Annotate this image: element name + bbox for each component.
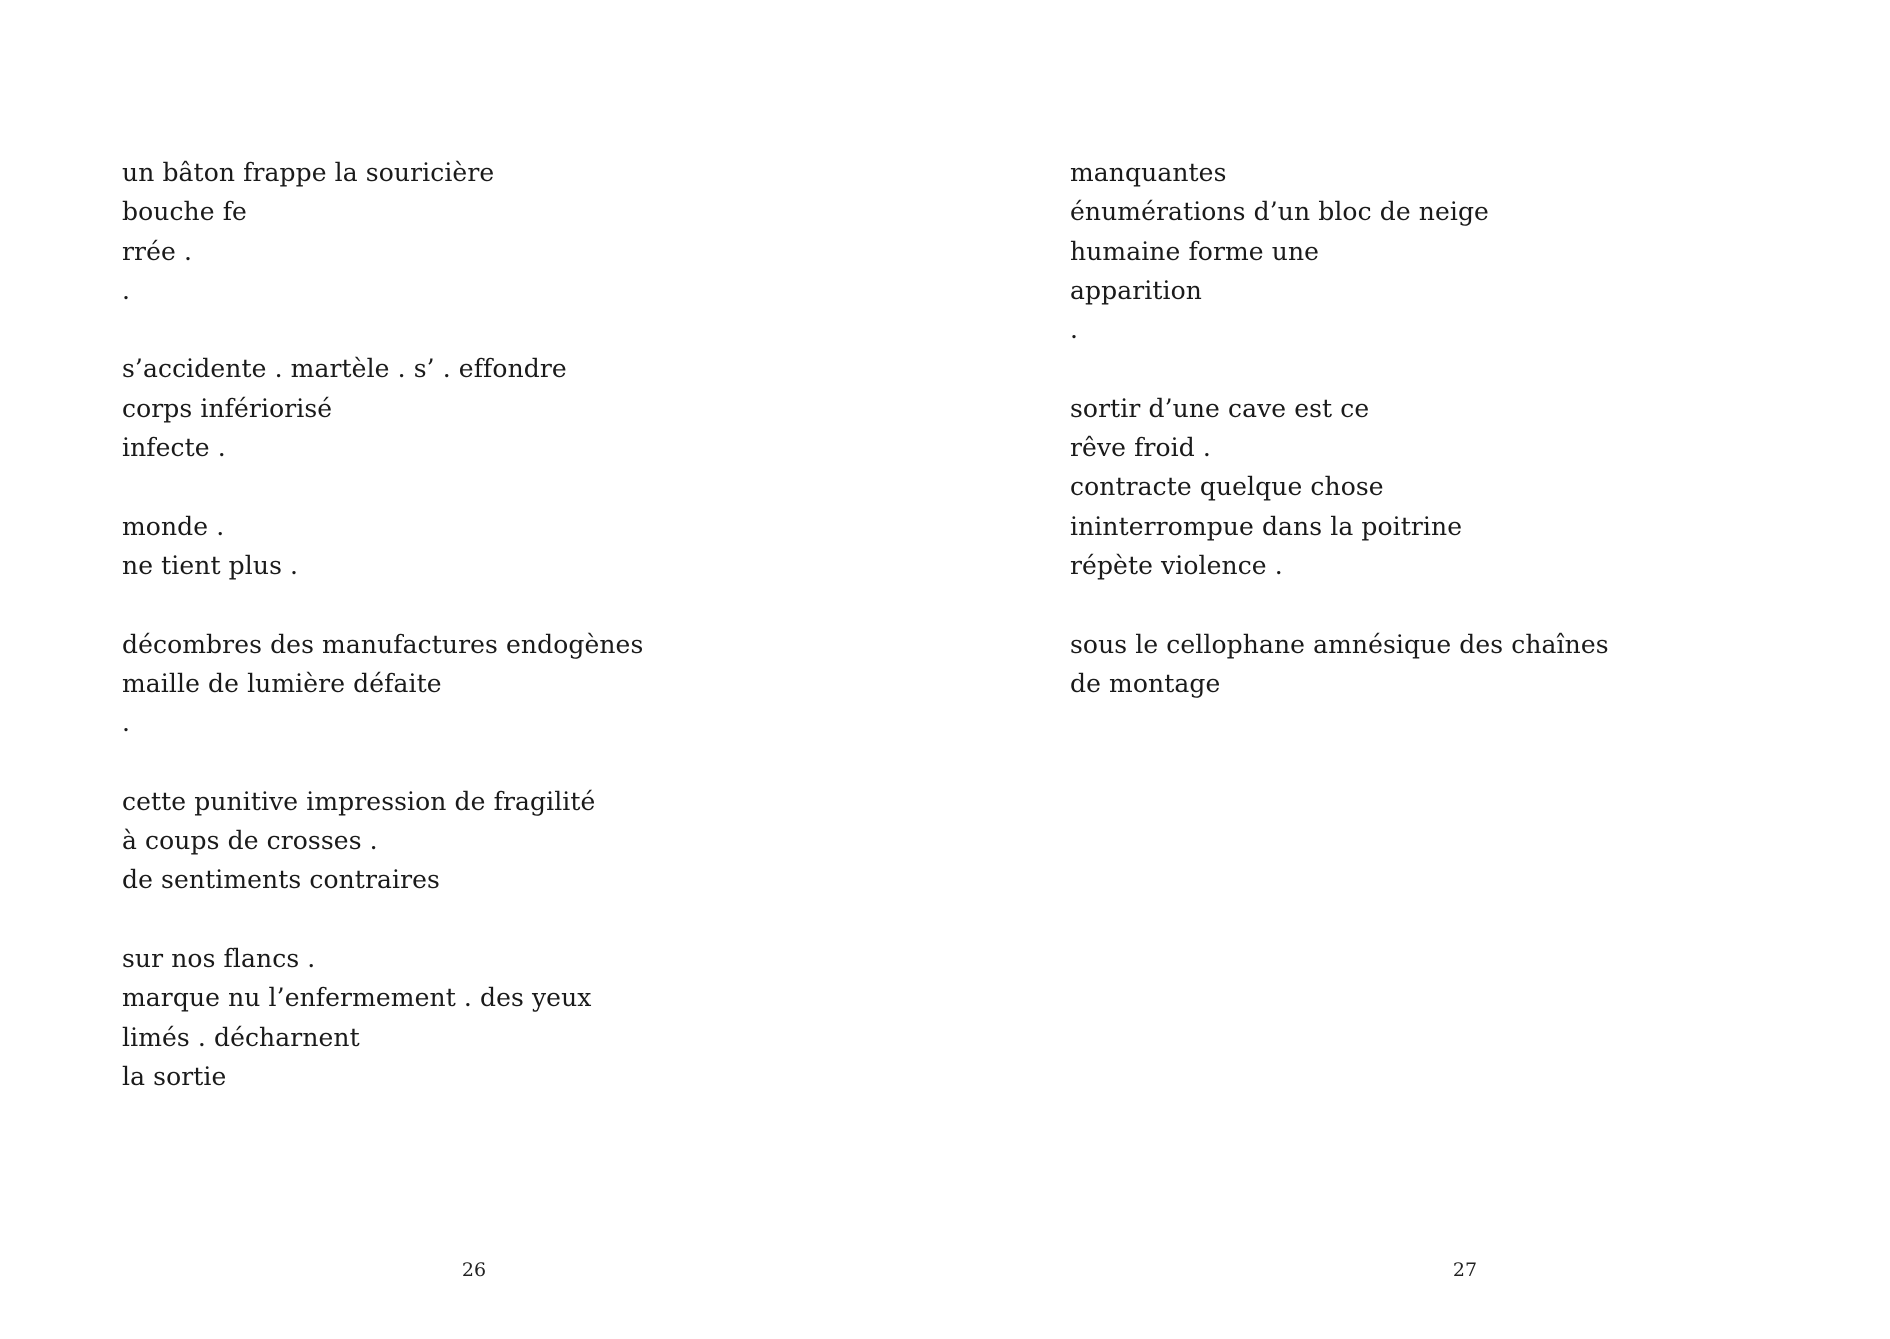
stanza	[122, 782, 643, 900]
poem-line: rrée .	[122, 236, 192, 266]
poem-line: manquantes	[1070, 158, 1227, 187]
right-page	[945, 0, 1890, 1339]
stanza	[1070, 625, 1609, 704]
poem-line: la sortie	[122, 1061, 227, 1091]
poem-line: marque nu l’enfermement . des yeux	[122, 983, 592, 1013]
poem-line: sortir d’une cave est ce	[1070, 393, 1370, 423]
stanza	[1070, 389, 1609, 585]
stanza	[122, 939, 643, 1096]
poem-line: décombres des manufactures endogènes	[122, 629, 644, 659]
poem-line: maille de lumière défaite	[122, 668, 442, 698]
poem-line: infecte .	[122, 433, 226, 463]
poem-line: bouche fe	[122, 197, 247, 227]
poem-line: un bâton frappe la souricière	[122, 158, 495, 187]
poem-line: rêve froid .	[1070, 433, 1211, 463]
poem-line: .	[122, 708, 131, 738]
poem-line: .	[122, 275, 131, 305]
poem-text-left	[122, 153, 643, 1096]
poem-line: limés . décharnent	[122, 1022, 360, 1052]
poem-line: corps infériorisé	[122, 393, 333, 423]
poem-line: de montage	[1070, 668, 1221, 698]
poem-line: sous le cellophane amnésique des chaînes	[1070, 629, 1609, 659]
poem-line: humaine forme une	[1070, 236, 1320, 266]
poem-line: monde .	[122, 511, 225, 541]
poem-line: contracte quelque chose	[1070, 472, 1384, 502]
stanza	[1070, 153, 1609, 349]
stanza	[122, 507, 643, 586]
poem-line: de sentiments contraires	[122, 865, 440, 895]
poem-line: ne tient plus .	[122, 550, 299, 580]
stanza	[122, 349, 643, 467]
stanza	[122, 625, 643, 743]
page-number-right: 27	[1452, 1259, 1478, 1281]
poem-line: cette punitive impression de fragilité	[122, 786, 596, 816]
poem-line: énumérations d’un bloc de neige	[1070, 197, 1489, 227]
poem-text-right	[1070, 153, 1609, 703]
poem-line: répète violence .	[1070, 550, 1283, 580]
poem-line: .	[1070, 315, 1079, 345]
stanza	[122, 153, 643, 310]
page-number-left: 26	[461, 1259, 487, 1281]
poem-line: à coups de crosses .	[122, 826, 378, 856]
poem-line: apparition	[1070, 275, 1202, 305]
poem-line: ininterrompue dans la poitrine	[1070, 511, 1463, 541]
poem-line: sur nos flancs .	[122, 943, 316, 973]
poem-line: s’accidente . martèle . s’ . effondre	[122, 354, 567, 384]
